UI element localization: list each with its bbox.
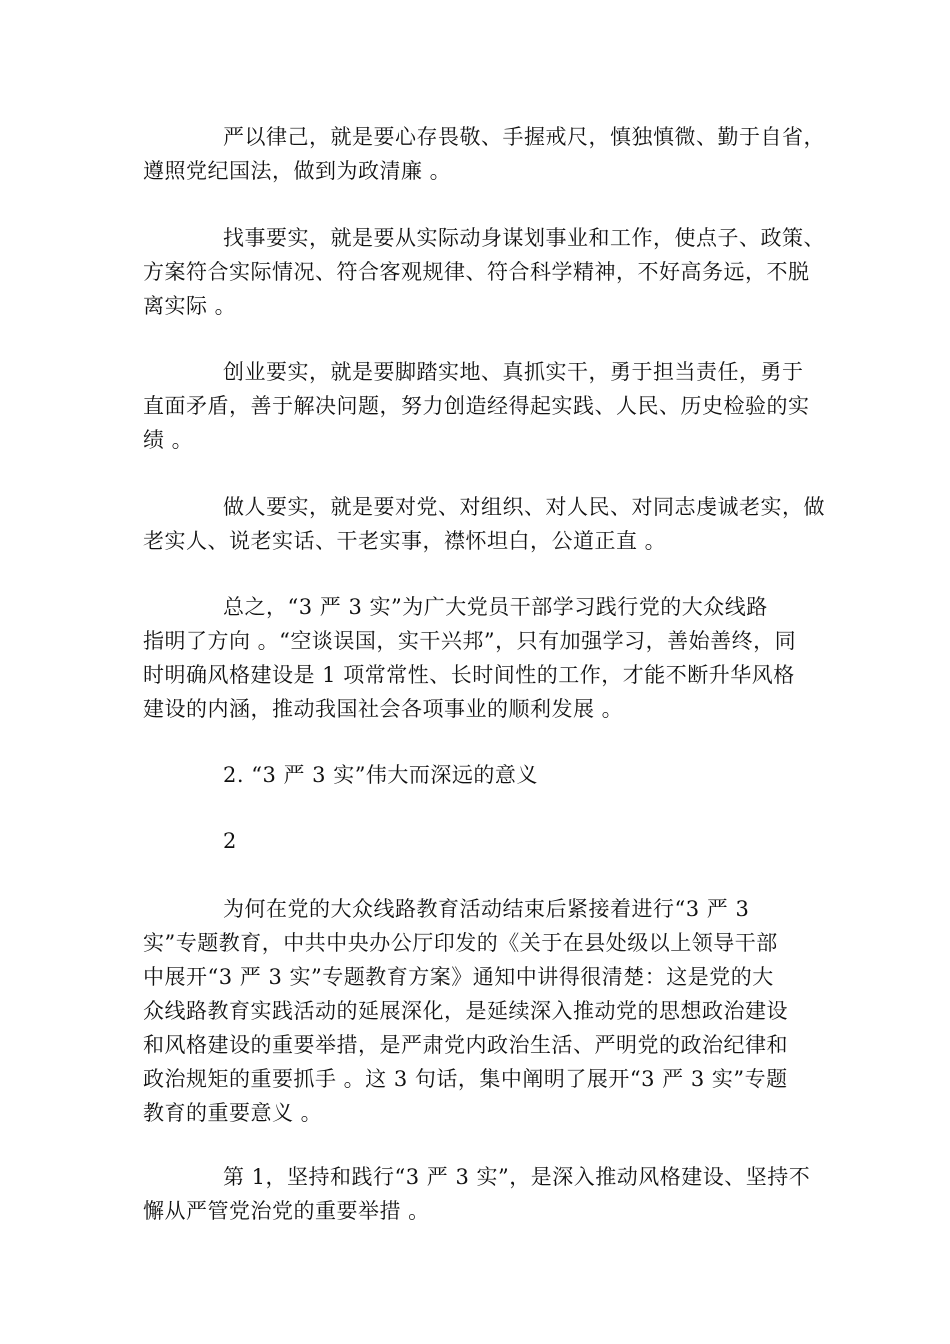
text-line: 遵照党纪国法，做到为政清廉 。 [143, 159, 452, 183]
text-line: 建设的内涵，推动我国社会各项事业的顺利发展 。 [143, 697, 624, 721]
paragraph-significance [143, 892, 813, 1130]
text-line: 方案符合实际情况、符合客观规律、符合科学精神，不好高务远，不脱 [143, 260, 810, 284]
text-line: 懈从严管党治党的重要举措 。 [143, 1199, 430, 1223]
text-line: 总之，“3 严 3 实”为广大党员干部学习践行党的大众线路 [223, 595, 768, 619]
text-line: 创业要实，就是要脚踏实地、真抓实干，勇于担当责任，勇于 [223, 360, 804, 384]
section-heading [143, 758, 813, 792]
text-line: 绩 。 [143, 428, 194, 452]
text-line: 众线路教育实践活动的延展深化，是延续深入推动党的思想政治建设 [143, 999, 788, 1023]
text-line: 严以律己，就是要心存畏敬、手握戒尺，慎独慎微、勤于自省， [223, 125, 825, 149]
number-text: 2 [223, 829, 237, 853]
text-line: 找事要实，就是要从实际动身谋划事业和工作，使点子、政策、 [223, 226, 825, 250]
paragraph-planning-practical [143, 221, 825, 323]
paragraph-summary [143, 590, 813, 726]
text-line: 时明确风格建设是 1 项常常性、长时间性的工作，才能不断升华风格 [143, 663, 795, 687]
heading-text: 2. “3 严 3 实”伟大而深远的意义 [223, 763, 538, 787]
text-line: 实”专题教育，中共中央办公厅印发的《关于在县处级以上领导干部 [143, 931, 778, 955]
text-line: 做人要实，就是要对党、对组织、对人民、对同志虔诚老实，做 [223, 495, 825, 519]
paragraph-first-point [143, 1160, 813, 1228]
section-number [143, 824, 813, 858]
text-line: 和风格建设的重要举措，是严肃党内政治生活、严明党的政治纪律和 [143, 1033, 788, 1057]
paragraph-strict-self-discipline [143, 120, 825, 188]
text-line: 中展开“3 严 3 实”专题教育方案》通知中讲得很清楚：这是党的大 [143, 965, 774, 989]
text-line: 离实际 。 [143, 294, 237, 318]
paragraph-entrepreneurship-practical [143, 355, 813, 457]
text-line: 指明了方向 。“空谈误国，实干兴邦”，只有加强学习，善始善终，同 [143, 629, 797, 653]
text-line: 直面矛盾，善于解决问题，努力创造经得起实践、人民、历史检验的实 [143, 394, 810, 418]
text-line: 政治规矩的重要抓手 。这 3 句话，集中阐明了展开“3 严 3 实”专题 [143, 1067, 788, 1091]
text-line: 老实人、说老实话、干老实事，襟怀坦白，公道正直 。 [143, 529, 667, 553]
text-line: 第 1，坚持和践行“3 严 3 实”，是深入推动风格建设、坚持不 [223, 1165, 811, 1189]
paragraph-conduct-practical [143, 490, 825, 558]
text-line: 教育的重要意义 。 [143, 1101, 323, 1125]
text-line: 为何在党的大众线路教育活动结束后紧接着进行“3 严 3 [223, 897, 750, 921]
